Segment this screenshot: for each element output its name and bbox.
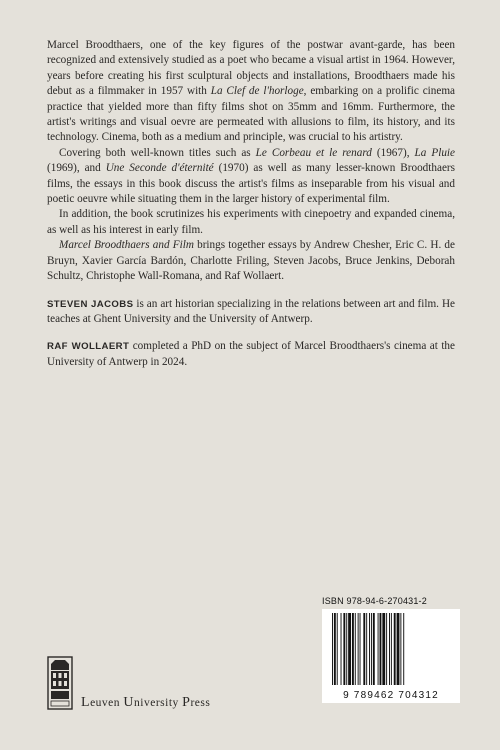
barcode-bar: [391, 613, 392, 685]
film-title: La Pluie: [414, 146, 455, 159]
paragraph-1-rest: , embarking on a prolific cinema practice that yielded more than fifty films shot on 35mm and 16mm. Furthermore, the artist's writings and visual oevre are permeated with allusions to film, its history, and its technology. Cinema, both as a medium and principle, was crucial to his artistry.: [47, 85, 456, 144]
book-title: Marcel Broodthaers and Film: [59, 239, 194, 252]
author-bio-jacobs: [47, 297, 455, 328]
barcode-bars: [330, 613, 452, 685]
barcode-bar: [403, 613, 404, 685]
barcode-digits: 9 789462 704312: [343, 690, 439, 701]
barcode-bar: [397, 613, 400, 685]
author-bio-text: completed a PhD on the subject of Marcel Broodthaers's cinema at the University of Antwerp in 2024.: [47, 340, 455, 368]
barcode-bar: [343, 613, 345, 685]
barcode-bar: [389, 613, 390, 685]
paragraph-2: [47, 146, 455, 208]
publisher-part: euven: [90, 697, 124, 709]
p2-text-d: (1970) as well as many lesser-known Broodthaers films, the essays in this book discuss the artist's films as inseparable from his visual and poetic oeuvre while situating them in the larger history of experimental film.: [47, 162, 455, 206]
isbn-label: ISBN 978-94-6-270431-2: [322, 596, 427, 606]
paragraph-4: [47, 238, 455, 284]
barcode-bar: [394, 613, 396, 685]
barcode-bar: [371, 613, 372, 685]
publisher-cap: L: [81, 695, 91, 710]
blurb: [47, 38, 455, 370]
paragraph-3: In addition, the book scrutinizes his experiments with cinepoetry and expanded cinema, as well as his interest in early film.: [47, 208, 455, 236]
author-bio-text: is an art historian specializing in the relations between art and film. He teaches at Ghent University and the University of Antwerp.: [47, 297, 455, 325]
barcode-bar: [358, 613, 359, 685]
author-bio-wollaert: [47, 339, 455, 370]
barcode-bar: [366, 613, 367, 685]
barcode-bar: [378, 613, 379, 685]
author-name: RAF WOLLAERT: [47, 341, 130, 353]
barcode-bar: [373, 613, 375, 685]
barcode-bar: [337, 613, 338, 685]
barcode-bar: [348, 613, 351, 685]
barcode-bar: [360, 613, 361, 685]
barcode-bar: [346, 613, 347, 685]
paragraph-1-text: Marcel Broodthaers, one of the key figures of the postwar avant-garde, has been recognized and extensively studied as a poet who became a visual artist in 1964. However, years before creating his first sculptural objects and installations, Broodthaers made his debut as a filmmaker in 1957 with: [47, 39, 455, 98]
p2-text-a: Covering both well-known titles such as: [59, 146, 256, 159]
barcode-bar: [400, 613, 401, 685]
barcode-bar: [355, 613, 356, 685]
barcode-bar: [363, 613, 365, 685]
publisher-part: ress: [190, 697, 211, 709]
publisher-logo-icon: [47, 656, 73, 710]
paragraph-4-rest: brings together essays by Andrew Chesher, Eric C. H. de Bruyn, Xavier García Bardón, Charlotte Friling, Steven Jacobs, Bruce Jenkins, Deborah Schultz, Christophe Wall-Romana, and Raf Wollaert.: [47, 239, 455, 283]
barcode-bar: [352, 613, 354, 685]
barcode-bar: [380, 613, 382, 685]
p2-text-c: (1969), and: [47, 162, 106, 175]
barcode-bar: [334, 613, 336, 685]
barcode-bar: [382, 613, 385, 685]
film-title: Une Seconde d'éternité: [105, 162, 214, 175]
barcode-block: [322, 596, 460, 703]
publisher-part: niversity: [134, 697, 183, 709]
p2-text-b: (1967),: [371, 146, 415, 159]
film-title: Le Corbeau et le renard: [255, 146, 372, 159]
film-title: La Clef de l'horloge: [210, 85, 304, 98]
publisher-cap: P: [182, 695, 191, 710]
barcode: [322, 609, 460, 703]
barcode-bar: [341, 613, 342, 685]
author-name: STEVEN JACOBS: [47, 298, 134, 310]
paragraph-1: [47, 38, 455, 146]
publisher-name: [81, 695, 210, 711]
barcode-bar: [369, 613, 370, 685]
barcode-bar: [386, 613, 387, 685]
barcode-bar: [332, 613, 333, 685]
publisher-cap: U: [123, 695, 135, 710]
